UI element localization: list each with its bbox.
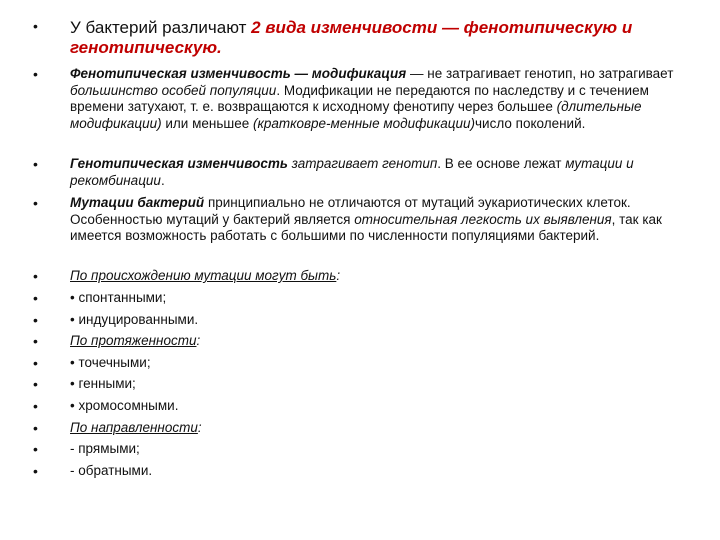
item-text: - прямыми; bbox=[70, 441, 140, 456]
item-text: • хромосомными. bbox=[70, 398, 179, 413]
bullet-marker: • bbox=[33, 66, 38, 82]
bullet-marker: • bbox=[33, 156, 38, 172]
item-text: По происхождению мутации могут быть: bbox=[70, 268, 341, 283]
bullet-marker: • bbox=[33, 290, 38, 306]
bullet-marker: • bbox=[33, 420, 38, 436]
item-text: Фенотипическая изменчивость — модификация — не затрагивает генотип, но затрагивает большинство особей популяции. Модификации не передаются по наследству и с течением времени затухают, т. е. возвращаются к исходному фенотипу через большее (длительные модификации) или меньшее (кратковре-менные модификации)число поколений. bbox=[70, 66, 674, 131]
bullet-marker: • bbox=[33, 268, 38, 284]
item-text: По протяженности: bbox=[70, 333, 201, 348]
item-text: Мутации бактерий принципиально не отличаются от мутаций эукариотических клеток. Особенностью мутаций у бактерий является относительная легкость их выявления, так как имеется возможность работать с большими по численности популяциями бактерий. bbox=[70, 195, 662, 244]
item-text: По направленности: bbox=[70, 420, 202, 435]
bullet-marker: • bbox=[33, 18, 38, 34]
item-text: • точечными; bbox=[70, 355, 151, 370]
item-text: • спонтанными; bbox=[70, 290, 167, 305]
item-text: У бактерий различают 2 вида изменчивости — фенотипическую и генотипическую. bbox=[70, 18, 633, 57]
item-text: • генными; bbox=[70, 376, 136, 391]
item-text: Генотипическая изменчивость затрагивает генотип. В ее основе лежат мутации и рекомбинации. bbox=[70, 156, 634, 188]
bullet-marker: • bbox=[33, 355, 38, 371]
bullet-marker: • bbox=[33, 333, 38, 349]
item-text: - обратными. bbox=[70, 463, 153, 478]
bullet-marker: • bbox=[33, 312, 38, 328]
bullet-marker: • bbox=[33, 398, 38, 414]
bullet-marker: • bbox=[33, 463, 38, 479]
bullet-marker: • bbox=[33, 441, 38, 457]
item-text: • индуцированными. bbox=[70, 312, 199, 327]
bullet-marker: • bbox=[33, 376, 38, 392]
bullet-marker: • bbox=[33, 195, 38, 211]
